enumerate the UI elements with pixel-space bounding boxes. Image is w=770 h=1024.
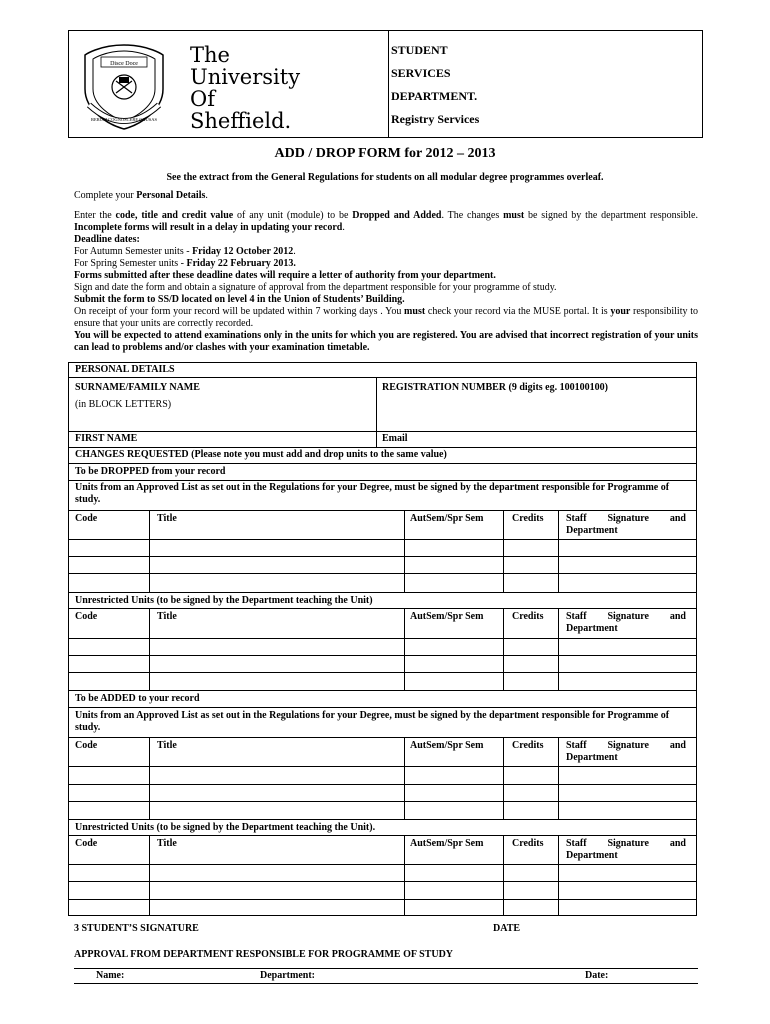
col-divider <box>404 737 405 819</box>
col-divider <box>503 608 504 690</box>
row-divider <box>69 881 696 882</box>
col-staff-signature <box>566 513 686 537</box>
university-crest-logo <box>79 41 169 131</box>
instr-text: Complete your <box>74 190 137 201</box>
row-divider <box>69 899 696 900</box>
uni-line-2: University <box>190 65 301 89</box>
instr-text: On receipt of your form your record will be updated within 7 working days . You <box>74 306 405 317</box>
dept-line-3: DEPARTMENT. <box>391 89 478 103</box>
instr-bold: code, title and credit value <box>115 210 234 221</box>
col-divider <box>149 835 150 916</box>
col-divider <box>558 737 559 819</box>
row-divider <box>69 539 696 540</box>
dept-line-2: SERVICES <box>391 66 451 80</box>
header-divider <box>388 31 389 137</box>
col-divider <box>376 377 377 447</box>
signature-word: Signature <box>607 740 649 751</box>
instr-bold: Dropped and Added <box>352 210 442 221</box>
email-label: Email <box>382 433 408 444</box>
instr-text: check your record via the MUSE portal. It is <box>425 306 611 317</box>
university-name <box>190 44 300 132</box>
row-divider <box>69 592 696 593</box>
row-divider <box>69 377 696 378</box>
row-divider <box>69 556 696 557</box>
instr-bold: must <box>404 306 426 317</box>
col-sem: AutSem/Spr Sem <box>410 740 484 751</box>
row-divider <box>69 784 696 785</box>
instr-text: . <box>205 190 208 201</box>
row-divider <box>69 510 696 511</box>
exam-note: You will be expected to attend examinations only in the units for which you are registered. You are advised that incorrect registration of your units can lead to problems and/or clashes with your examination timetable. <box>74 330 698 353</box>
late-forms-note: Forms submitted after these deadline dates will require a letter of authority from your department. <box>74 270 496 281</box>
form-title: ADD / DROP FORM for 2012 – 2013 <box>274 146 496 161</box>
col-divider <box>503 510 504 592</box>
row-divider <box>69 608 696 609</box>
svg-text:Disce Doce: Disce Doce <box>110 61 138 67</box>
submit-note: Submit the form to SS/D located on level 4 in the Union of Students’ Building. <box>74 294 405 305</box>
col-sem: AutSem/Spr Sem <box>410 611 484 622</box>
sign-date-note: Sign and date the form and obtain a signature of approval from the department responsible for your programme of study. <box>74 282 557 293</box>
signature-line <box>74 968 698 969</box>
instr-bold: Incomplete forms will result in a delay in updating your record <box>74 222 343 233</box>
staff-word: Staff <box>566 740 587 751</box>
row-divider <box>69 573 696 574</box>
date-label: DATE <box>493 923 521 934</box>
col-title: Title <box>157 838 177 849</box>
department-word: Department <box>566 850 618 861</box>
first-name-label: FIRST NAME <box>75 433 138 444</box>
instr-text: responsibility to ensure that your units are correctly recorded. <box>74 306 698 329</box>
row-divider <box>69 766 696 767</box>
col-code: Code <box>75 740 98 751</box>
approved-list-note-drop: Units from an Approved List as set out in the Regulations for your Degree, must be signed by the department responsible for Programme of study. <box>75 482 670 505</box>
approved-list-note-add: Units from an Approved List as set out in the Regulations for your Degree, must be signed by the department responsible for Programme of study. <box>75 710 670 733</box>
instr-text: Enter the <box>74 210 116 221</box>
instr-text: For Autumn Semester units - <box>74 246 193 257</box>
col-credits: Credits <box>512 611 544 622</box>
row-divider <box>69 737 696 738</box>
block-letters-note: (in BLOCK LETTERS) <box>75 399 172 410</box>
col-staff-signature <box>566 611 686 635</box>
col-staff-signature <box>566 740 686 764</box>
row-divider <box>69 431 696 432</box>
col-sem: AutSem/Spr Sem <box>410 513 484 524</box>
personal-details-heading: PERSONAL DETAILS <box>75 364 175 375</box>
col-divider <box>503 737 504 819</box>
col-divider <box>149 510 150 592</box>
col-divider <box>503 835 504 916</box>
row-divider <box>69 819 696 820</box>
col-title: Title <box>157 513 177 524</box>
receipt-note <box>74 306 698 330</box>
unrestricted-drop-heading: Unrestricted Units (to be signed by the Department teaching the Unit) <box>75 595 373 606</box>
col-code: Code <box>75 513 98 524</box>
and-word: and <box>669 740 686 751</box>
student-signature-label: 3 STUDENT’S SIGNATURE <box>74 923 199 934</box>
col-divider <box>558 608 559 690</box>
row-divider <box>69 463 696 464</box>
col-divider <box>149 608 150 690</box>
instr-bold: Personal Details <box>136 190 206 201</box>
instr-text: of any unit (module) to be <box>233 210 353 221</box>
col-credits: Credits <box>512 838 544 849</box>
instruction-block <box>74 210 698 354</box>
instr-text: . The changes <box>441 210 504 221</box>
col-divider <box>558 835 559 916</box>
staff-word: Staff <box>566 838 587 849</box>
department-word: Department <box>566 752 618 763</box>
dept-line-4: Registry Services <box>391 112 480 126</box>
form-table <box>68 362 697 916</box>
row-divider <box>69 707 696 708</box>
row-divider <box>69 655 696 656</box>
added-heading: To be ADDED to your record <box>75 693 200 704</box>
col-title: Title <box>157 740 177 751</box>
row-divider <box>69 638 696 639</box>
spring-deadline <box>74 258 698 270</box>
col-staff-signature <box>566 838 686 862</box>
col-divider <box>404 608 405 690</box>
deadline-heading: Deadline dates: <box>74 234 140 245</box>
row-divider <box>69 835 696 836</box>
dropped-heading: To be DROPPED from your record <box>75 466 226 477</box>
dept-line-1: STUDENT <box>391 43 448 57</box>
instr-text: be signed by the department responsible. <box>524 210 698 221</box>
approval-heading: APPROVAL FROM DEPARTMENT RESPONSIBLE FOR PROGRAMME OF STUDY <box>74 949 454 960</box>
col-divider <box>558 510 559 592</box>
col-code: Code <box>75 611 98 622</box>
unrestricted-add-heading: Unrestricted Units (to be signed by the Department teaching the Unit). <box>75 822 376 833</box>
row-divider <box>69 672 696 673</box>
header-box <box>68 30 703 138</box>
instr-text: . <box>293 246 296 257</box>
department-word: Department <box>566 525 618 536</box>
department-label: Department: <box>260 970 315 981</box>
instr-text: For Spring Semester units - <box>74 258 187 269</box>
instr-bold: your <box>610 306 631 317</box>
changes-requested-heading: CHANGES REQUESTED (Please note you must add and drop units to the same value) <box>75 449 447 460</box>
date2-label: Date: <box>585 970 609 981</box>
registration-number-label: REGISTRATION NUMBER (9 digits eg. 100100100) <box>382 382 608 393</box>
instr-bold: Friday 12 October 2012 <box>192 246 294 257</box>
instruction-complete <box>74 190 698 202</box>
col-divider <box>149 737 150 819</box>
signature-word: Signature <box>607 838 649 849</box>
instr-text: . <box>342 222 345 233</box>
instr-bold: Friday 22 February 2013. <box>186 258 296 269</box>
col-divider <box>404 835 405 916</box>
col-divider <box>404 510 405 592</box>
signature-word: Signature <box>607 611 649 622</box>
department-word: Department <box>566 623 618 634</box>
col-sem: AutSem/Spr Sem <box>410 838 484 849</box>
col-credits: Credits <box>512 740 544 751</box>
name-label: Name: <box>96 970 125 981</box>
autumn-deadline <box>74 246 698 258</box>
row-divider <box>69 864 696 865</box>
uni-line-4: Sheffield. <box>190 109 292 133</box>
and-word: and <box>669 513 686 524</box>
and-word: and <box>669 611 686 622</box>
surname-label: SURNAME/FAMILY NAME <box>75 382 200 393</box>
instr-bold: must <box>503 210 525 221</box>
and-word: and <box>669 838 686 849</box>
form-subtitle: See the extract from the General Regulations for students on all modular degree programmes overleaf. <box>166 172 604 183</box>
svg-text:RERUM COGNOSCERE CAUSAS: RERUM COGNOSCERE CAUSAS <box>90 117 158 122</box>
row-divider <box>69 447 696 448</box>
department-block <box>391 39 479 131</box>
signature-word: Signature <box>607 513 649 524</box>
uni-line-1: The <box>190 43 230 67</box>
uni-line-3: Of <box>190 87 215 111</box>
col-code: Code <box>75 838 98 849</box>
instruction-enter <box>74 210 698 234</box>
staff-word: Staff <box>566 611 587 622</box>
staff-word: Staff <box>566 513 587 524</box>
row-divider <box>69 690 696 691</box>
row-divider <box>69 480 696 481</box>
col-credits: Credits <box>512 513 544 524</box>
footer-line <box>74 983 698 984</box>
col-title: Title <box>157 611 177 622</box>
row-divider <box>69 801 696 802</box>
